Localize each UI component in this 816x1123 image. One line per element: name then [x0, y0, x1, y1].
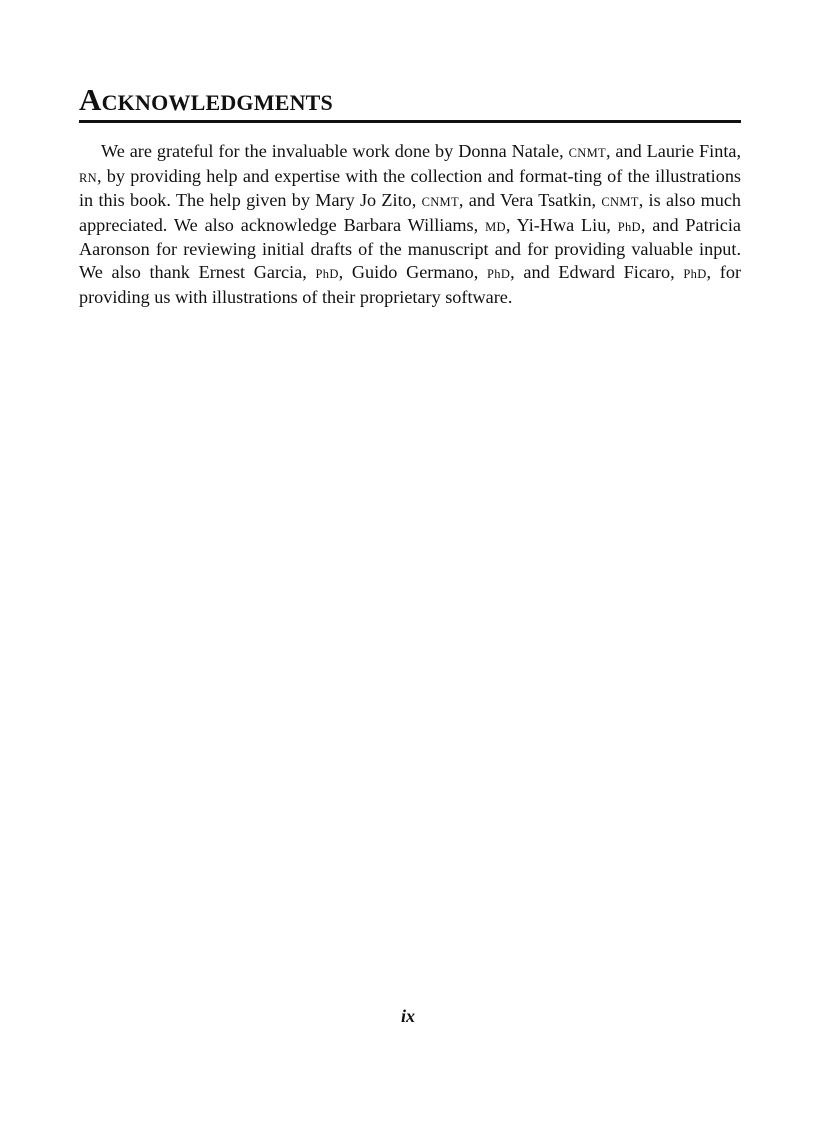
heading-block — [79, 82, 741, 118]
paragraph-text-run: , and Patricia Aaronson for reviewing initial drafts of the manuscript and for providing valuable input. We also thank Ernest Garcia, — [79, 214, 741, 282]
paragraph-text-run: We are grateful for the invaluable work done by Donna Natale, — [101, 141, 569, 161]
credential-abbreviation: CNMT — [568, 146, 606, 160]
paragraph-text-run: , by providing help and expertise with the collection and format-ting of the illustrations in this book. The help given by Mary Jo Zito, — [79, 165, 741, 211]
paragraph-text-run: , Yi-Hwa Liu, — [505, 214, 618, 235]
paragraph-text-run: , and Edward Ficaro, — [510, 261, 684, 282]
credential-abbreviation: CNMT — [421, 195, 459, 210]
page-number: ix — [400, 1006, 415, 1026]
paragraph-text-run: , for providing us with illustrations of their proprietary software. — [79, 261, 741, 307]
credential-abbreviation: PhD — [315, 266, 339, 281]
paragraph-text-run: , is also much appreciated. We also acknowledge Barbara Williams, — [79, 190, 741, 235]
credential-abbreviation: RN — [79, 170, 97, 185]
paragraph-text-run: , Guido Germano, — [338, 261, 488, 282]
paragraph-text-run: , and Vera Tsatkin, — [458, 190, 602, 211]
credential-abbreviation: CNMT — [601, 195, 639, 210]
credential-abbreviation: PhD — [683, 266, 707, 281]
acknowledgments-paragraph — [79, 140, 741, 308]
paragraph-text-run: , and Laurie Finta, — [605, 141, 741, 161]
credential-abbreviation: PhD — [487, 266, 511, 281]
heading-rule — [79, 120, 741, 123]
page-heading: Acknowledgments — [79, 82, 333, 117]
credential-abbreviation: PhD — [617, 219, 641, 234]
credential-abbreviation: MD — [485, 219, 506, 234]
